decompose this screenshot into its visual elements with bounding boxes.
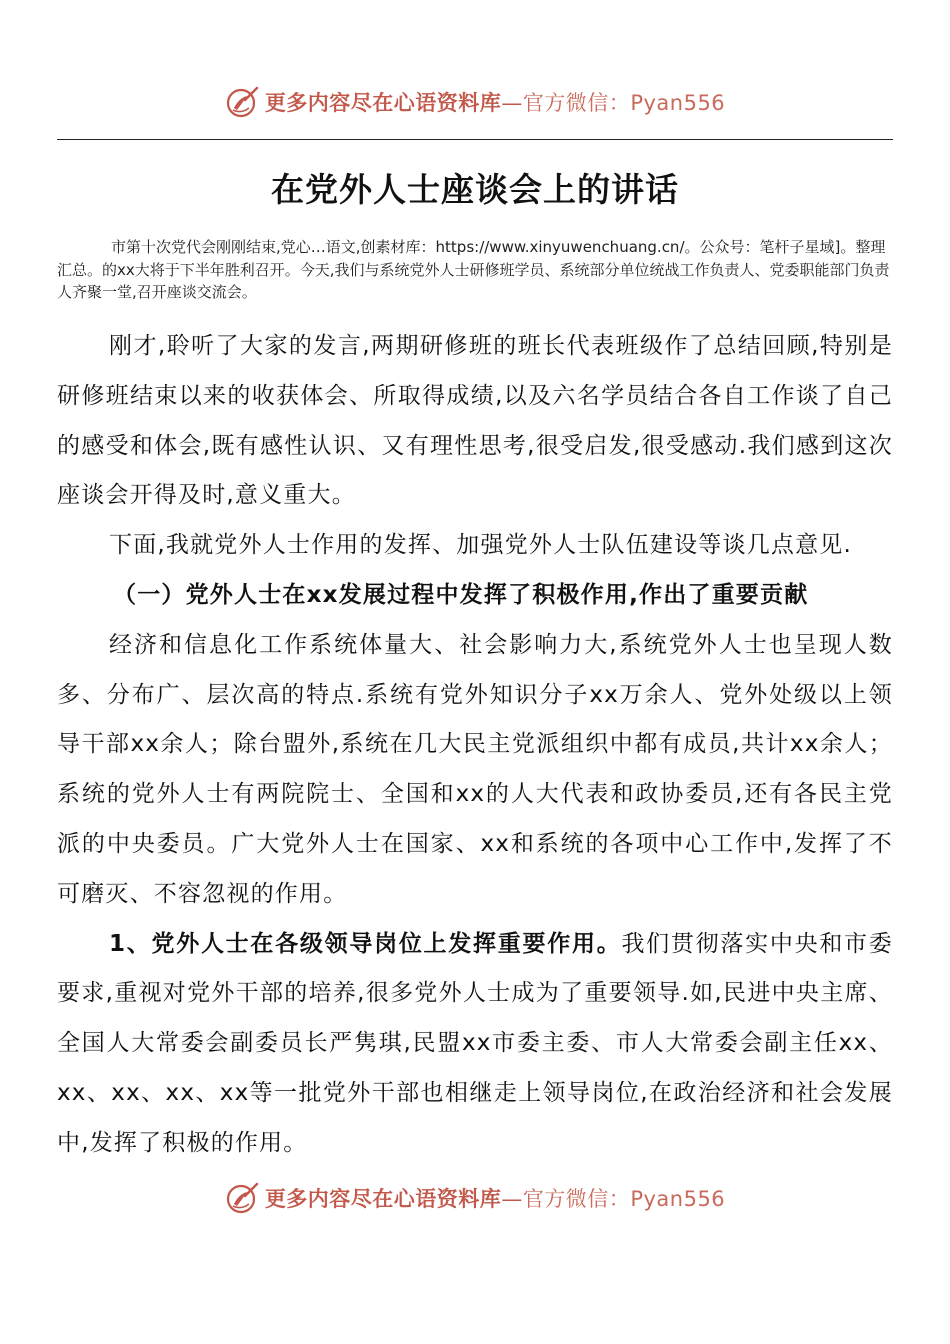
paragraph-rest: 我们贯彻落实中央和市委要求,重视对党外干部的培养,很多党外人士成为了重要领导.如,民进中央主席、全国人大常委会副委员长严隽琪,民盟xx市委主委、市人大常委会副主任xx、xx、xx、xx、xx等一批党外干部也相继走上领导岗位,在政治经济和社会发展中,发挥了积极的作用。 (57, 930, 893, 1156)
banner-brand: 更多内容尽在心语资料库 (264, 1187, 502, 1211)
banner-text (265, 87, 725, 117)
banner-wechat-id: Pyan556 (630, 91, 726, 115)
document-title: 在党外人士座谈会上的讲话 (271, 170, 679, 209)
intro-note (57, 236, 895, 304)
paragraph: 下面,我就党外人士作用的发挥、加强党外人士队伍建设等谈几点意见. (109, 532, 853, 559)
banner-wechat-id: Pyan556 (630, 1187, 726, 1211)
banner-wechat-label: 官方微信： (522, 91, 631, 115)
banner-text (265, 1183, 725, 1213)
paragraph: 经济和信息化工作系统体量大、社会影响力大,系统党外人士也呈现人数多、分布广、层次高的特点.系统有党外知识分子xx万余人、党外处级以上领导干部xx余人；除台盟外,系统在几大民主党派组织中都有成员,共计xx余人；系统的党外人士有两院院士、全国和xx的人大代表和政协委员,还有各民主党派的中央委员。广大党外人士在国家、xx和系统的各项中心工作中,发挥了不可磨灭、不容忽视的作用。 (57, 631, 893, 907)
banner-dash: — (501, 1187, 523, 1211)
banner-dash: — (501, 91, 523, 115)
header-watermark-banner (0, 82, 950, 122)
footer-watermark-banner (0, 1178, 950, 1218)
pen-logo-icon (225, 84, 261, 120)
intro-paragraph: 市第十次党代会刚刚结束,党心…语文,创素材库：https://www.xinyuwenchuang.cn/。公众号：笔杆子星域]。整理汇总。的xx大将于下半年胜利召开。今天,我们与系统党外人士研修班学员、系统部分单位统战工作负责人、党委职能部门负责人齐聚一堂,召开座谈交流会。 (57, 238, 890, 301)
header-divider (57, 139, 893, 140)
paragraph: 刚才,聆听了大家的发言,两期研修班的班长代表班级作了总结回顾,特别是研修班结束以来的收获体会、所取得成绩,以及六名学员结合各自工作谈了自己的感受和体会,既有感性认识、又有理性思考,很受启发,很受感动.我们感到这次座谈会开得及时,意义重大。 (57, 333, 893, 509)
document-body (57, 322, 893, 1169)
paragraph-lead: 1、党外人士在各级领导岗位上发挥重要作用。 (109, 930, 622, 957)
banner-brand: 更多内容尽在心语资料库 (264, 91, 502, 115)
paragraph (57, 920, 893, 1169)
section-heading: （一）党外人士在xx发展过程中发挥了积极作用,作出了重要贡献 (113, 581, 809, 608)
pen-logo-icon (225, 1180, 261, 1216)
banner-wechat-label: 官方微信： (522, 1187, 631, 1211)
